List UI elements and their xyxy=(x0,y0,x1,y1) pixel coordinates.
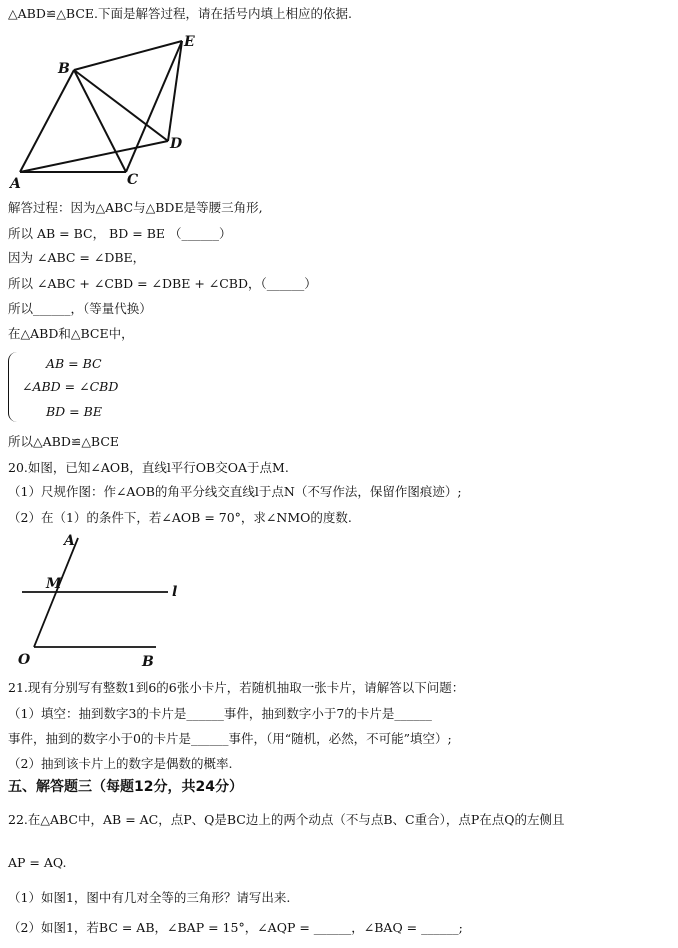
solution-line-2: 所以 AB = BC， BD = BE （______） xyxy=(8,226,232,241)
question-21-part-2: （2）抽到该卡片上的数字是偶数的概率. xyxy=(8,756,233,771)
question-20: 20.如图，已知∠AOB，直线l平行OB交OA于点M. xyxy=(8,460,289,475)
system-line-2: ∠ABD = ∠CBD xyxy=(22,379,119,394)
segment-be xyxy=(74,41,182,70)
question-22: 22.在△ABC中，AB = AC，点P、Q是BC边上的两个动点（不与点B、C重合），点P在点Q的左侧且 xyxy=(8,812,565,827)
system-line-1: AB = BC xyxy=(46,356,102,371)
solution-line-5: 所以______，（等量代换） xyxy=(8,301,152,316)
question-20-part-1: （1）尺规作图：作∠AOB的角平分线交直线l于点N（不写作法，保留作图痕迹）; xyxy=(8,484,462,499)
label-b: B xyxy=(58,61,70,77)
label-e: E xyxy=(184,34,195,50)
solution-line-6: 在△ABD和△BCE中， xyxy=(8,326,134,341)
segment-bc xyxy=(74,70,126,172)
label-m: M xyxy=(46,576,62,592)
question-22-part-2: （2）如图1，若BC = AB，∠BAP = 15°，∠AQP = ______，∠BAQ = ______; xyxy=(8,920,463,935)
label-a2: A xyxy=(64,533,75,549)
label-b2: B xyxy=(142,654,154,670)
question-21-part-1: （1）填空：抽到数字3的卡片是______事件，抽到数字小于7的卡片是______ xyxy=(8,706,432,721)
label-a: A xyxy=(10,176,21,192)
system-brace xyxy=(8,352,17,422)
solution-line-3: 因为 ∠ABC = ∠DBE， xyxy=(8,250,146,265)
segment-ad xyxy=(20,141,168,172)
segment-ab xyxy=(20,70,74,172)
label-l: l xyxy=(172,584,178,600)
angle-figure xyxy=(8,530,198,675)
solution-line-4: 所以 ∠ABC + ∠CBD = ∠DBE + ∠CBD，（______） xyxy=(8,276,317,291)
question-21-part-1-continued: 事件，抽到的数字小于0的卡片是______事件，（用“随机，必然，不可能”填空）; xyxy=(8,731,452,746)
question-22-continued: AP = AQ. xyxy=(8,855,67,870)
label-o: O xyxy=(18,652,31,668)
intro-text: △ABD≌△BCE.下面是解答过程，请在括号内填上相应的依据. xyxy=(8,6,352,21)
triangle-figure xyxy=(8,28,198,193)
label-d: D xyxy=(170,136,183,152)
solution-line-1: 解答过程：因为△ABC与△BDE是等腰三角形, xyxy=(8,200,263,215)
section-5-heading: 五、解答题三（每题12分，共24分） xyxy=(8,779,243,795)
question-21: 21.现有分别写有整数1到6的6张小卡片，若随机抽取一张卡片，请解答以下问题： xyxy=(8,680,465,695)
question-20-part-2: （2）在（1）的条件下，若∠AOB = 70°，求∠NMO的度数. xyxy=(8,510,352,525)
label-c: C xyxy=(127,172,139,188)
question-22-part-1: （1）如图1，图中有几对全等的三角形？请写出来. xyxy=(8,890,291,905)
solution-conclusion: 所以△ABD≌△BCE xyxy=(8,434,120,449)
system-line-3: BD = BE xyxy=(46,404,102,419)
